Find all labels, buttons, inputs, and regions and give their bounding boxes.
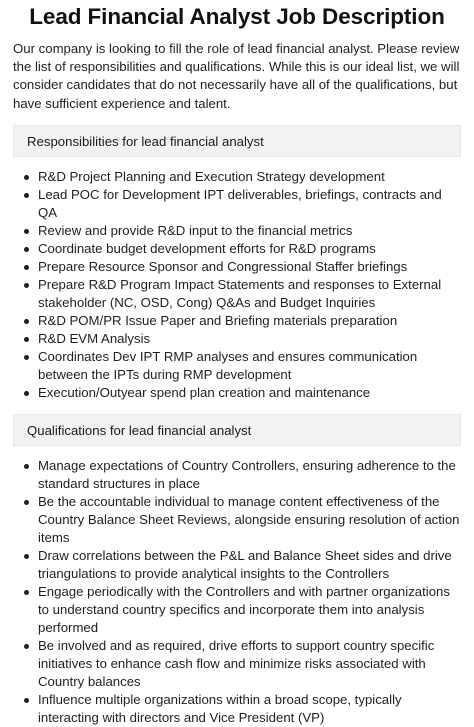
list-item: Prepare R&D Program Impact Statements and responses to External stakeholder (NC, OSD, Cong) Q&As and Budget Inquiries (38, 276, 461, 312)
intro-paragraph: Our company is looking to fill the role of lead financial analyst. Please review the list of responsibilities and qualifications. While this is our ideal list, we will consider candidates that do not necessarily have all of the qualifications, but have sufficient experience and talent. (13, 41, 460, 111)
list-item: Be the accountable individual to manage content effectiveness of the Country Balance Sheet Reviews, alongside ensuring resolution of action items (38, 493, 460, 545)
list-item: Review and provide R&D input to the financial metrics (38, 222, 461, 240)
qualifications-list (13, 457, 461, 727)
list-item: Coordinate budget development efforts for R&D programs (38, 240, 461, 258)
list-item: R&D EVM Analysis (38, 330, 461, 348)
page-title: Lead Financial Analyst Job Description (29, 4, 445, 29)
qualifications-heading: Qualifications for lead financial analyst (13, 414, 461, 446)
list-item: R&D Project Planning and Execution Strategy development (38, 168, 461, 186)
list-item: Be involved and as required, drive efforts to support country specific initiatives to enhance cash flow and minimize risks associated with Country balances (38, 637, 461, 691)
list-item: Influence multiple organizations within a broad scope, typically interacting with directors and Vice President (VP) (38, 691, 461, 727)
responsibilities-heading: Responsibilities for lead financial analyst (13, 125, 461, 157)
list-item: Engage periodically with the Controllers and with partner organizations to understand country specifics and incorporate them into analysis performed (38, 583, 461, 637)
list-item: Lead POC for Development IPT deliverables, briefings, contracts and QA (38, 186, 461, 222)
list-item: Draw correlations between the P&L and Balance Sheet sides and drive triangulations to provide analytical insights to the Controllers (38, 547, 461, 583)
list-item: Manage expectations of Country Controllers, ensuring adherence to the standard structures in place (38, 457, 461, 493)
list-item: Execution/Outyear spend plan creation and maintenance (38, 384, 461, 402)
list-item: Prepare Resource Sponsor and Congressional Staffer briefings (38, 258, 461, 276)
list-item: Coordinates Dev IPT RMP analyses and ensures communication between the IPTs during RMP development (38, 348, 461, 384)
list-item: R&D POM/PR Issue Paper and Briefing materials preparation (38, 312, 461, 330)
responsibilities-list (13, 168, 461, 402)
